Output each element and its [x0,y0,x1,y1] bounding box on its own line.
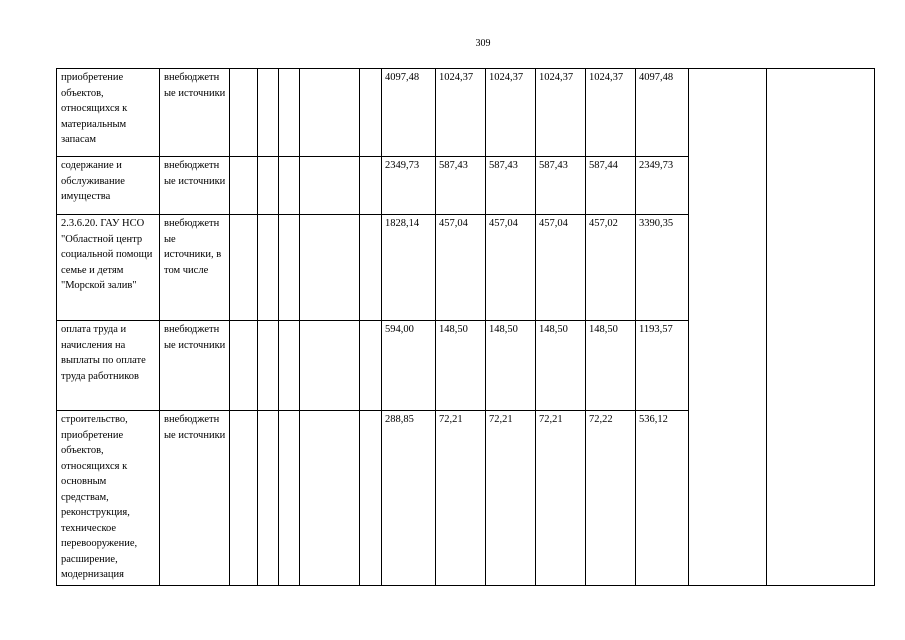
empty-cell [258,69,279,157]
value-cell: 4097,48 [636,69,689,157]
empty-cell [258,215,279,321]
empty-cell [300,411,360,586]
row-name: приобретение объектов, относящихся к материальным запасам [57,69,160,157]
row-name: строительство, приобретение объектов, относящихся к основным средствам, реконструкция, техническое перевооружение, расширение, модернизация [57,411,160,586]
value-cell: 536,12 [636,411,689,586]
value-cell: 1024,37 [436,69,486,157]
empty-cell [360,157,382,215]
value-cell: 2349,73 [382,157,436,215]
value-cell: 1024,37 [486,69,536,157]
value-cell: 72,21 [536,411,586,586]
row-name: содержание и обслуживание имущества [57,157,160,215]
row-name: 2.3.6.20. ГАУ НСО "Областной центр социальной помощи семье и детям "Морской залив" [57,215,160,321]
empty-cell [279,411,300,586]
empty-cell [258,157,279,215]
value-cell: 288,85 [382,411,436,586]
value-cell: 1193,57 [636,321,689,411]
row-source: внебюджетные источники [160,69,230,157]
budget-table [56,68,875,586]
empty-cell [230,411,258,586]
row-name: оплата труда и начисления на выплаты по оплате труда работников [57,321,160,411]
row-source: внебюджетные источники [160,321,230,411]
value-cell: 457,04 [436,215,486,321]
value-cell: 457,02 [586,215,636,321]
value-cell: 1024,37 [586,69,636,157]
row-source: внебюджетные источники, в том числе [160,215,230,321]
empty-cell [360,321,382,411]
value-cell: 587,44 [586,157,636,215]
value-cell: 3390,35 [636,215,689,321]
empty-cell [279,215,300,321]
merged-empty-cell [767,69,875,586]
value-cell: 72,21 [436,411,486,586]
empty-cell [300,69,360,157]
empty-cell [230,215,258,321]
value-cell: 148,50 [436,321,486,411]
empty-cell [360,69,382,157]
empty-cell [360,215,382,321]
table-row [57,69,875,157]
empty-cell [258,411,279,586]
page-number: 309 [475,38,491,49]
empty-cell [360,411,382,586]
row-source: внебюджетные источники [160,157,230,215]
empty-cell [230,69,258,157]
value-cell: 148,50 [486,321,536,411]
empty-cell [279,321,300,411]
value-cell: 148,50 [586,321,636,411]
value-cell: 72,22 [586,411,636,586]
value-cell: 1828,14 [382,215,436,321]
value-cell: 587,43 [436,157,486,215]
empty-cell [300,157,360,215]
value-cell: 1024,37 [536,69,586,157]
value-cell: 594,00 [382,321,436,411]
value-cell: 2349,73 [636,157,689,215]
row-source: внебюджетные источники [160,411,230,586]
empty-cell [300,321,360,411]
value-cell: 457,04 [536,215,586,321]
value-cell: 457,04 [486,215,536,321]
empty-cell [300,215,360,321]
empty-cell [279,69,300,157]
value-cell: 587,43 [486,157,536,215]
empty-cell [230,157,258,215]
empty-cell [230,321,258,411]
value-cell: 4097,48 [382,69,436,157]
empty-cell [279,157,300,215]
empty-cell [258,321,279,411]
value-cell: 587,43 [536,157,586,215]
value-cell: 148,50 [536,321,586,411]
value-cell: 72,21 [486,411,536,586]
merged-empty-cell [689,69,767,586]
